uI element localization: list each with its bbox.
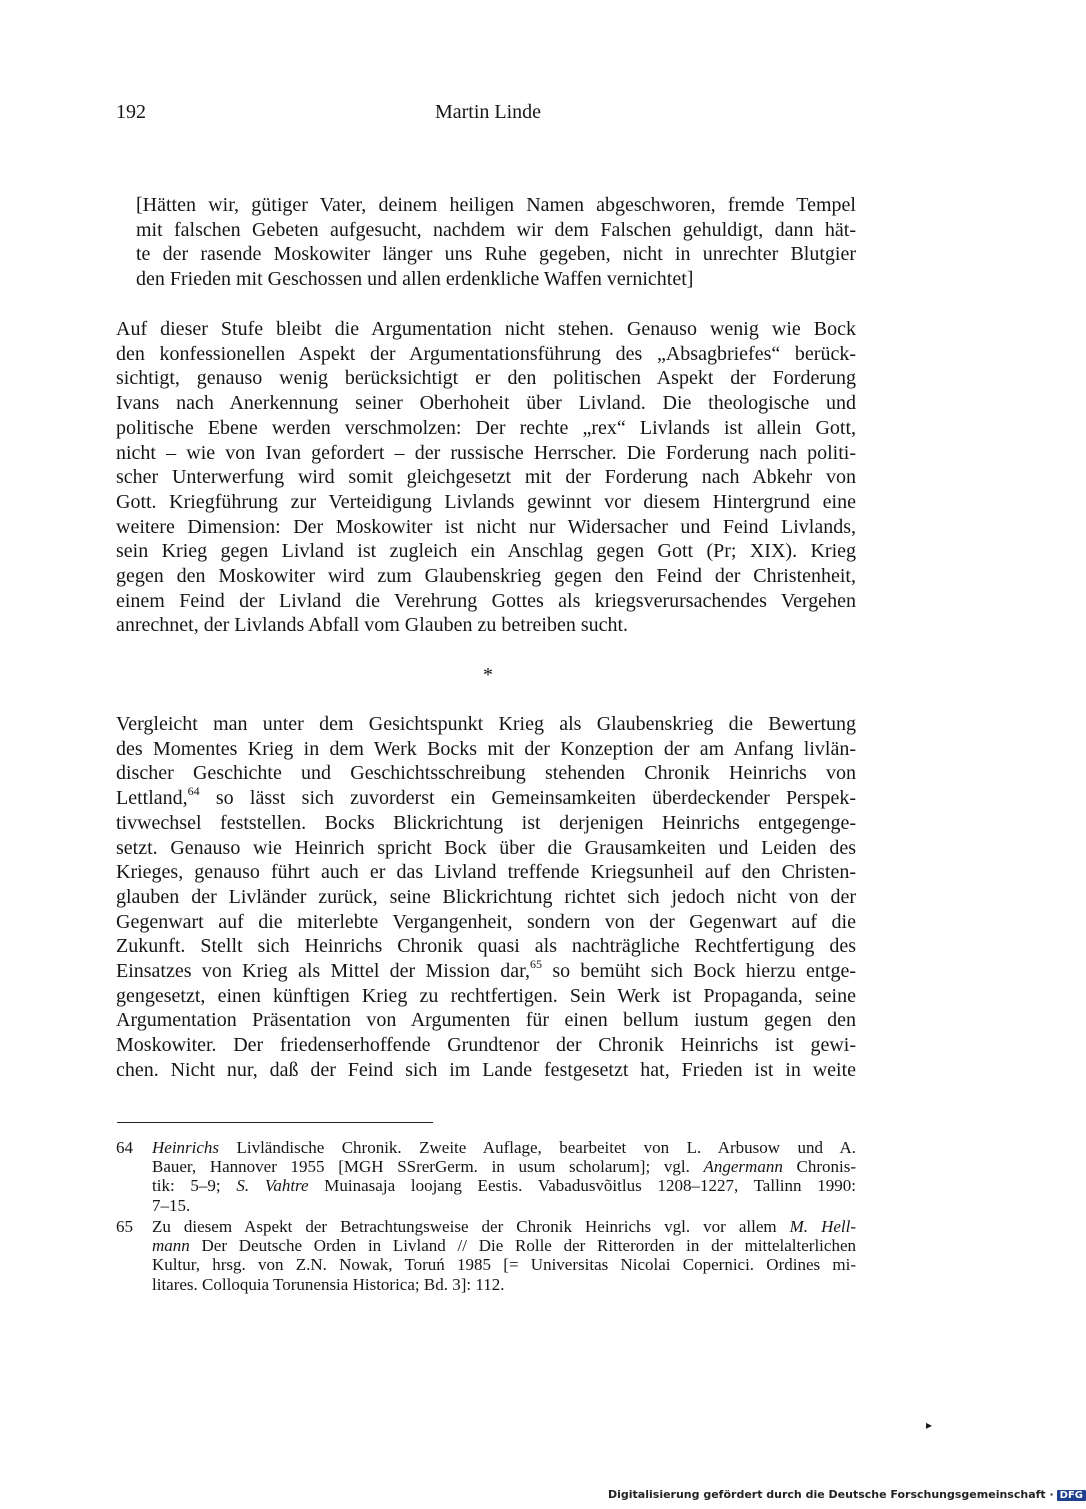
quote-line: [Hätten wir, gütiger Vater, deinem heiligen Namen abgeschworen, fremde Tempel xyxy=(136,194,856,216)
paragraph-line: tivwechsel feststellen. Bocks Blickrichtung ist derjenigen Heinrichs entgegenge- xyxy=(116,811,856,834)
paragraph-line: Krieges, genauso führt auch er das Livland treffende Kriegsunheil auf den Christen- xyxy=(116,861,856,884)
footnote-body xyxy=(152,1138,856,1215)
paragraph-line: nicht – wie von Ivan gefordert – der russische Herrscher. Die Forderung nach politi- xyxy=(116,441,856,464)
paragraph-line: sichtigt, genauso wenig berücksichtigt er den politischen Aspekt der Forderung xyxy=(116,367,856,390)
author-name: mann xyxy=(152,1236,190,1256)
paragraph-line: einem Feind der Livland die Verehrung Gottes als kriegsverursachendes Vergehen xyxy=(116,589,856,612)
footnote-line xyxy=(152,1236,856,1255)
quote-line: mit falschen Gebeten aufgesucht, nachdem wir dem Falschen gehuldigt, dann hät- xyxy=(136,218,856,241)
footnote-line xyxy=(152,1157,856,1176)
line-text: so bemüht sich Bock hierzu entge- xyxy=(542,960,856,983)
footnote-ref-64[interactable]: 64 xyxy=(187,784,200,799)
footnote-number: 65 xyxy=(116,1217,133,1236)
paragraph-line: gegen den Moskowiter wird zum Glaubenskrieg gegen den Feind der Christenheit, xyxy=(116,565,856,588)
paragraph-line: Argumentation Präsentation von Argumenten für einen bellum iustum gegen den xyxy=(116,1009,856,1032)
paragraph-line xyxy=(116,959,856,984)
author-name: M. Hell- xyxy=(789,1217,856,1236)
footnote-body xyxy=(152,1217,856,1294)
author-name: S. Vahtre xyxy=(236,1176,309,1196)
line-text: so lässt sich zuvorderst ein Gemeinsamkeiten überdeckender Perspek- xyxy=(199,787,856,810)
paragraph-line: Vergleicht man unter dem Gesichtspunkt Krieg als Glaubenskrieg die Bewertung xyxy=(116,713,856,735)
paragraph-line: chen. Nicht nur, daß der Feind sich im Lande festgesetzt hat, Frieden ist in weite xyxy=(116,1058,856,1081)
paragraph-line: Ivans nach Anerkennung seiner Oberhoheit über Livland. Die theologische und xyxy=(116,392,856,415)
footnote-text: Muinasaja loojang Eestis. Vabadusvõitlus 1208–1227, Tallinn 1990: xyxy=(308,1176,856,1196)
footnote-line xyxy=(152,1217,856,1236)
footnote-line: 7–15. xyxy=(152,1195,191,1215)
paragraph-line: des Momentes Krieg in dem Werk Bocks mit der Konzeption der am Anfang livlän- xyxy=(116,737,856,760)
footnote-text: Der Deutsche Orden in Livland // Die Rolle der Ritterorden in der mittelalterlichen xyxy=(189,1236,856,1256)
asterisk: * xyxy=(483,664,493,686)
paragraph-line: scher Unterwerfung wird somit gleichgesetzt mit der Forderung nach Abkehr von xyxy=(116,466,856,489)
digitization-note: Digitalisierung gefördert durch die Deutsche Forschungsgemeinschaft · xyxy=(608,1488,1054,1501)
paragraph-line: Gegenwart auf die miterlebte Vergangenheit, sondern von der Gegenwart auf die xyxy=(116,910,856,933)
footnote-text: Livländische Chronik. Zweite Auflage, bearbeitet von L. Arbusow und A. xyxy=(219,1138,856,1157)
section-separator xyxy=(0,664,1000,687)
quote-line: den Frieden mit Geschossen und allen erdenkliche Waffen vernichtet] xyxy=(136,267,694,290)
paragraph-line: Moskowiter. Der friedenserhoffende Grundtenor der Chronik Heinrichs ist gewi- xyxy=(116,1034,856,1057)
footnote-number: 64 xyxy=(116,1138,133,1157)
footnote-text: Bauer, Hannover 1955 [MGH SSrerGerm. in usum scholarum]; vgl. xyxy=(152,1157,704,1177)
paragraph-line: Zukunft. Stellt sich Heinrichs Chronik quasi als nachträgliche Rechtfertigung des xyxy=(116,935,856,958)
latin-quote-translation xyxy=(136,193,856,291)
running-head xyxy=(0,101,1000,124)
author-name: Heinrichs xyxy=(152,1138,220,1157)
paragraph-line: Gott. Kriegführung zur Verteidigung Livlands gewinnt vor diesem Hintergrund eine xyxy=(116,490,856,513)
footnote-text: tik: 5–9; xyxy=(152,1176,237,1196)
footnote-line: litares. Colloquia Torunensia Historica; Bd. 3]: 112. xyxy=(152,1274,505,1294)
page-number: 192 xyxy=(116,101,146,123)
paragraph-line: den konfessionellen Aspekt der Argumentationsführung des „Absagbriefes“ berück- xyxy=(116,342,856,365)
scan-mark: ▸ xyxy=(926,1418,933,1432)
quote-line: te der rasende Moskowiter länger uns Ruhe gegeben, nicht in unrechter Blutgier xyxy=(136,243,856,265)
footnote-text: Chronis- xyxy=(782,1157,856,1177)
footnote-ref-65[interactable]: 65 xyxy=(530,957,543,972)
paragraph-line: sein Krieg gegen Livland ist zugleich ein Anschlag gegen Gott (Pr; XIX). Krieg xyxy=(116,540,856,563)
paragraph-line xyxy=(116,786,856,811)
paragraph-line: setzt. Genauso wie Heinrich spricht Bock über die Grausamkeiten und Leiden des xyxy=(116,836,856,859)
paragraph-line: gengesetzt, einen künftigen Krieg zu rechtfertigen. Sein Werk ist Propaganda, seine xyxy=(116,984,856,1007)
author-name: Angermann xyxy=(703,1157,783,1177)
body-paragraph-2 xyxy=(116,712,856,1083)
footnote-text: Zu diesem Aspekt der Betrachtungsweise der Chronik Heinrichs vgl. vor allem xyxy=(152,1217,790,1236)
footnote-line xyxy=(152,1176,856,1195)
line-text: Lettland, xyxy=(116,787,188,810)
paragraph-line: glauben der Livländer zurück, seine Blickrichtung richtet sich jedoch nicht von der xyxy=(116,885,856,908)
line-text: Einsatzes von Krieg als Mittel der Mission dar, xyxy=(116,960,531,983)
footnote-line xyxy=(152,1138,856,1157)
paragraph-line: discher Geschichte und Geschichtsschreibung stehenden Chronik Heinrichs von xyxy=(116,762,856,785)
digitization-footer xyxy=(608,1488,1086,1501)
paragraph-line: weitere Dimension: Der Moskowiter ist nicht nur Widersacher und Feind Livlands, xyxy=(116,515,856,538)
paragraph-line: Auf dieser Stufe bleibt die Argumentation nicht stehen. Genauso wenig wie Bock xyxy=(116,318,856,340)
footnote-divider xyxy=(117,1122,433,1123)
paragraph-line: anrechnet, der Livlands Abfall vom Glauben zu betreiben sucht. xyxy=(116,614,629,637)
dfg-logo-icon: DFG xyxy=(1057,1490,1086,1501)
body-paragraph-1 xyxy=(116,317,856,638)
paragraph-line: politische Ebene werden verschmolzen: Der rechte „rex“ Livlands ist allein Gott, xyxy=(116,416,856,439)
footnote-line: Kultur, hrsg. von Z.N. Nowak, Toruń 1985 [= Universitas Nicolai Copernici. Ordines mi- xyxy=(152,1255,856,1275)
running-head-author: Martin Linde xyxy=(434,101,542,123)
